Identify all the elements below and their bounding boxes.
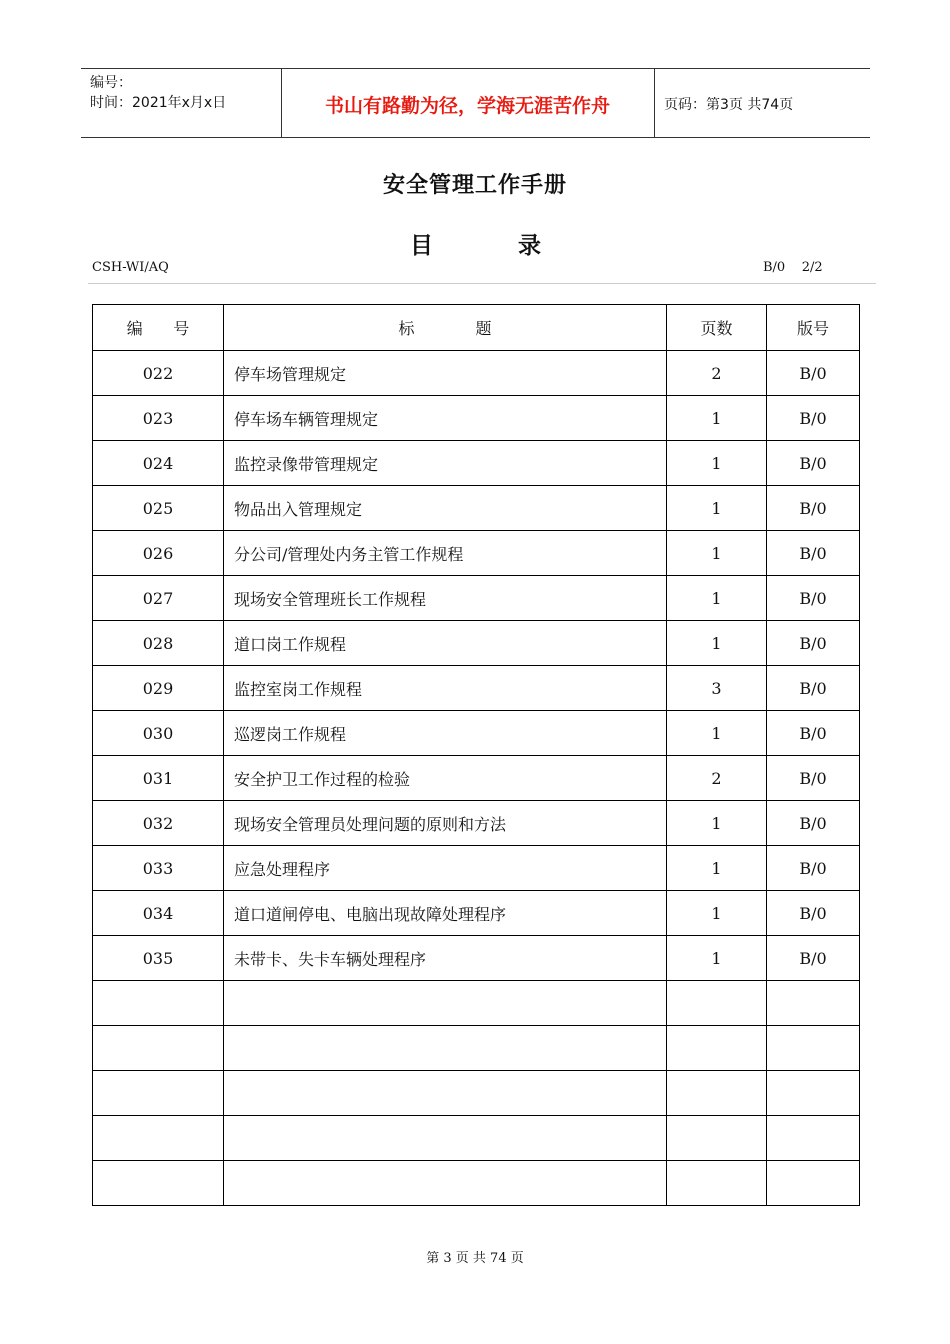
row-num: 022 (93, 351, 224, 396)
row-title: 应急处理程序 (224, 846, 667, 891)
row-num: 030 (93, 711, 224, 756)
row-title: 安全护卫工作过程的检验 (224, 756, 667, 801)
row-title: 道口岗工作规程 (224, 621, 667, 666)
row-version: B/0 (767, 621, 860, 666)
table-header-row (93, 305, 860, 351)
header-pages: 页数 (667, 305, 767, 351)
row-version: B/0 (767, 891, 860, 936)
time-label: 时间：2021年x月x日 (90, 95, 227, 111)
code-label: 编号： (90, 75, 132, 91)
row-pages: 1 (667, 711, 767, 756)
row-num: 031 (93, 756, 224, 801)
row-pages: 1 (667, 576, 767, 621)
header-version: 版号 (767, 305, 860, 351)
row-title: 监控录像带管理规定 (224, 441, 667, 486)
row-title (224, 1071, 667, 1116)
row-num: 032 (93, 801, 224, 846)
row-num: 028 (93, 621, 224, 666)
header-divider (654, 69, 655, 137)
header-title: 标 题 (224, 305, 667, 351)
row-version (767, 1116, 860, 1161)
table-row (93, 531, 860, 576)
row-pages: 2 (667, 351, 767, 396)
row-num (93, 1026, 224, 1071)
header-page-info: 页码：第3页 共74页 (664, 97, 794, 113)
row-pages: 1 (667, 801, 767, 846)
page-header (81, 68, 870, 138)
table-row (93, 486, 860, 531)
row-title: 现场安全管理员处理问题的原则和方法 (224, 801, 667, 846)
row-version (767, 1071, 860, 1116)
row-pages: 1 (667, 396, 767, 441)
table-row (93, 981, 860, 1026)
row-version: B/0 (767, 801, 860, 846)
row-num (93, 1116, 224, 1161)
row-title: 监控室岗工作规程 (224, 666, 667, 711)
row-version: B/0 (767, 576, 860, 621)
row-num: 033 (93, 846, 224, 891)
row-title: 现场安全管理班长工作规程 (224, 576, 667, 621)
row-title (224, 1026, 667, 1071)
row-num (93, 981, 224, 1026)
row-pages: 1 (667, 936, 767, 981)
table-row (93, 396, 860, 441)
row-pages (667, 1071, 767, 1116)
divider-rule (88, 283, 876, 284)
row-pages: 1 (667, 891, 767, 936)
row-pages: 3 (667, 666, 767, 711)
row-version (767, 981, 860, 1026)
row-title: 停车场管理规定 (224, 351, 667, 396)
table-row (93, 1071, 860, 1116)
row-version (767, 1161, 860, 1206)
row-pages: 1 (667, 486, 767, 531)
row-version: B/0 (767, 396, 860, 441)
row-num: 035 (93, 936, 224, 981)
row-pages: 2 (667, 756, 767, 801)
row-version: B/0 (767, 936, 860, 981)
table-row (93, 1161, 860, 1206)
header-motto: 书山有路勤为径，学海无涯苦作舟 (324, 95, 610, 117)
table-row (93, 711, 860, 756)
table-row (93, 801, 860, 846)
toc-table (92, 304, 860, 1206)
toc-heading-right: 录 (518, 233, 541, 259)
document-title: 安全管理工作手册 (382, 173, 567, 198)
row-version: B/0 (767, 441, 860, 486)
toc-heading-left: 目 (410, 233, 433, 259)
row-version: B/0 (767, 711, 860, 756)
row-pages (667, 1026, 767, 1071)
table-row (93, 351, 860, 396)
row-title (224, 1116, 667, 1161)
header-left (90, 73, 226, 113)
table-row (93, 936, 860, 981)
row-title: 物品出入管理规定 (224, 486, 667, 531)
row-title: 道口道闸停电、电脑出现故障处理程序 (224, 891, 667, 936)
row-title: 停车场车辆管理规定 (224, 396, 667, 441)
row-version: B/0 (767, 486, 860, 531)
table-row (93, 576, 860, 621)
table-row (93, 756, 860, 801)
page-footer: 第 3 页 共 74 页 (426, 1251, 524, 1266)
table-row (93, 1026, 860, 1071)
row-version: B/0 (767, 666, 860, 711)
row-version: B/0 (767, 531, 860, 576)
table-row (93, 621, 860, 666)
row-pages (667, 981, 767, 1026)
row-num: 023 (93, 396, 224, 441)
row-num: 024 (93, 441, 224, 486)
row-title (224, 1161, 667, 1206)
row-num: 026 (93, 531, 224, 576)
row-num: 027 (93, 576, 224, 621)
row-pages (667, 1116, 767, 1161)
row-pages (667, 1161, 767, 1206)
row-pages: 1 (667, 531, 767, 576)
row-num: 029 (93, 666, 224, 711)
row-pages: 1 (667, 621, 767, 666)
row-version: B/0 (767, 351, 860, 396)
row-title: 未带卡、失卡车辆处理程序 (224, 936, 667, 981)
doc-id: CSH-WI/AQ (92, 260, 169, 275)
row-num: 025 (93, 486, 224, 531)
row-num (93, 1161, 224, 1206)
table-row (93, 846, 860, 891)
table-row (93, 441, 860, 486)
row-pages: 1 (667, 441, 767, 486)
row-version: B/0 (767, 846, 860, 891)
row-pages: 1 (667, 846, 767, 891)
table-row (93, 891, 860, 936)
row-version: B/0 (767, 756, 860, 801)
row-title: 巡逻岗工作规程 (224, 711, 667, 756)
row-version (767, 1026, 860, 1071)
revision-info: B/0 2/2 (763, 260, 823, 275)
header-num: 编 号 (93, 305, 224, 351)
table-row (93, 1116, 860, 1161)
row-num: 034 (93, 891, 224, 936)
table-row (93, 666, 860, 711)
row-title: 分公司/管理处内务主管工作规程 (224, 531, 667, 576)
row-title (224, 981, 667, 1026)
row-num (93, 1071, 224, 1116)
